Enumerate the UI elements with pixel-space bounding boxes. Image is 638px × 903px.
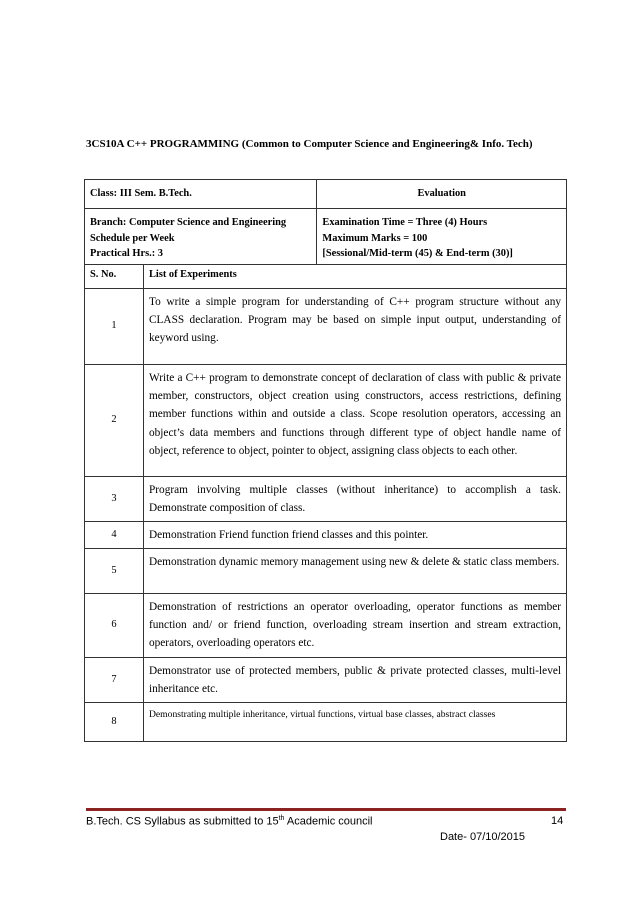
- experiment-text: Demonstration dynamic memory management using new & delete & static class members.: [144, 548, 567, 593]
- list-header: List of Experiments: [144, 264, 567, 288]
- column-header-row: [85, 264, 567, 288]
- experiment-text: Demonstration Friend function friend classes and this pointer.: [144, 521, 567, 548]
- exam-time-text: Examination Time = Three (4) Hours: [322, 217, 488, 228]
- experiment-text: Demonstration of restrictions an operator overloading, operator functions as member function and/ or friend function, overloading stream insertion and stream extraction, operators, overloading operators etc.: [144, 593, 567, 657]
- experiment-number: 7: [85, 657, 144, 702]
- experiment-row: [85, 593, 567, 657]
- syllabus-table: [84, 179, 567, 742]
- sno-header: S. No.: [85, 264, 144, 288]
- experiment-row: [85, 548, 567, 593]
- experiment-row: [85, 288, 567, 364]
- experiment-row: [85, 521, 567, 548]
- max-marks-text: Maximum Marks = 100: [322, 232, 428, 244]
- footer-rule: [86, 808, 566, 811]
- footer-caption: [86, 815, 373, 828]
- experiment-number: 5: [85, 548, 144, 593]
- experiment-row: [85, 702, 567, 741]
- course-title: 3CS10A C++ PROGRAMMING (Common to Computer Science and Engineering& Info. Tech): [86, 138, 533, 150]
- footer-text-before: B.Tech. CS Syllabus as submitted to 15: [86, 815, 279, 828]
- experiment-text: Demonstrator use of protected members, public & private protected classes, multi-level inheritance etc.: [144, 657, 567, 702]
- footer-superscript: th: [278, 815, 285, 822]
- branch-cell: [85, 209, 317, 265]
- experiment-text: To write a simple program for understanding of C++ program structure without any CLASS declaration. Program may be based on simple input output, understanding of keyword using.: [144, 288, 567, 364]
- experiment-number: 8: [85, 702, 144, 741]
- class-row: [85, 180, 567, 209]
- experiment-row: [85, 476, 567, 521]
- schedule-text: Schedule per Week: [90, 232, 175, 244]
- experiment-text: Write a C++ program to demonstrate concept of declaration of class with public & private member, constructors, object creation using constructors, access restrictions, defining member functions within and outside a class. Scope resolution operators, accessing an object’s data members and functions through different type of object handle name of object, reference to object, pointer to object, assigning class objects to each other.: [144, 364, 567, 476]
- class-cell: Class: III Sem. B.Tech.: [85, 180, 317, 209]
- marks-split-text: [Sessional/Mid-term (45) & End-term (30)]: [322, 248, 513, 259]
- experiment-text: Program involving multiple classes (without inheritance) to accomplish a task. Demonstrate composition of class.: [144, 476, 567, 521]
- experiment-row: [85, 364, 567, 476]
- footer-text-after: Academic council: [284, 815, 373, 828]
- experiment-number: 3: [85, 476, 144, 521]
- experiment-number: 2: [85, 364, 144, 476]
- experiment-row: [85, 657, 567, 702]
- exam-cell: [317, 209, 567, 265]
- experiment-text: Demonstrating multiple inheritance, virtual functions, virtual base classes, abstract classes: [144, 702, 567, 741]
- branch-row: [85, 209, 567, 265]
- practical-hrs-text: Practical Hrs.: 3: [90, 248, 163, 259]
- experiment-number: 1: [85, 288, 144, 364]
- experiment-number: 6: [85, 593, 144, 657]
- experiment-number: 4: [85, 521, 144, 548]
- branch-text: Branch: Computer Science and Engineering: [90, 217, 287, 228]
- footer-date: Date- 07/10/2015: [440, 831, 526, 843]
- page-number: 14: [551, 815, 564, 827]
- evaluation-cell: Evaluation: [317, 180, 567, 209]
